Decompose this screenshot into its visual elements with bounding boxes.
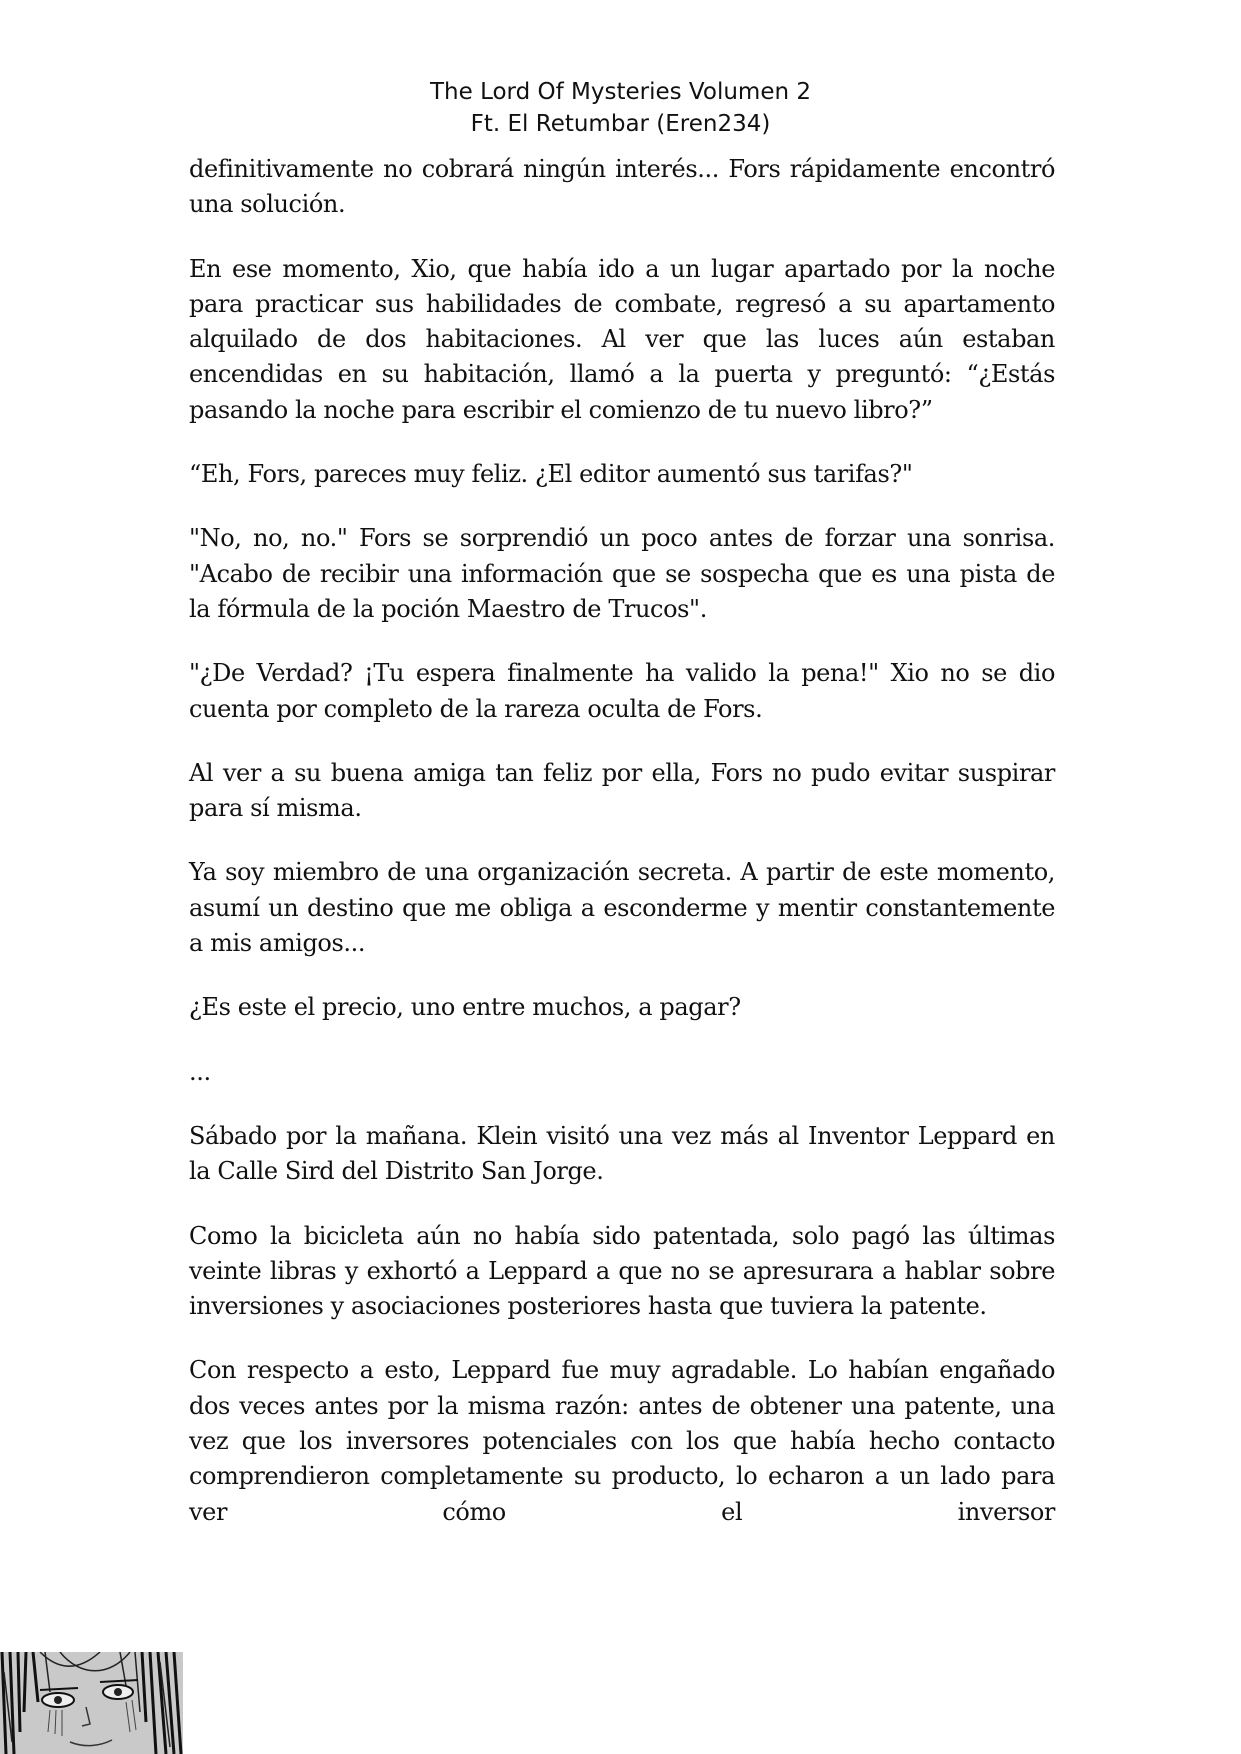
paragraph: Sábado por la mañana. Klein visitó una vez más al Inventor Leppard en la Calle Sird del Distrito San Jorge. [189, 1121, 1055, 1186]
header-title: The Lord Of Mysteries Volumen 2 [429, 79, 811, 105]
corner-illustration [0, 1652, 183, 1754]
paragraph: ... [189, 1057, 211, 1086]
paragraph: definitivamente no cobrará ningún interés... Fors rápidamente encontró una solución. [189, 155, 1055, 219]
paragraph: Como la bicicleta aún no había sido patentada, solo pagó las últimas veinte libras y exhortó a Leppard a que no se apresurara a hablar sobre inversiones y asociaciones posteriores hasta que tuviera la patente. [189, 1221, 1055, 1321]
page-header [0, 76, 1241, 140]
paragraph: Con respecto a esto, Leppard fue muy agradable. Lo habían engañado dos veces antes por la misma razón: antes de obtener una patente, una vez que los inversores potenciales con los que había hecho contacto comprendieron completamente su producto, lo echaron a un lado para ver cómo el inversor [189, 1356, 1055, 1526]
header-subtitle: Ft. El Retumbar (Eren234) [470, 111, 771, 137]
paragraph: ¿Es este el precio, uno entre muchos, a pagar? [189, 993, 741, 1022]
document-body [189, 152, 1055, 1559]
paragraph: Al ver a su buena amiga tan feliz por ella, Fors no pudo evitar suspirar para sí misma. [189, 758, 1055, 823]
paragraph: "No, no, no." Fors se sorprendió un poco antes de forzar una sonrisa. "Acabo de recibir una información que se sospecha que es una pista de la fórmula de la poción Maestro de Trucos". [189, 524, 1055, 623]
paragraph: En ese momento, Xio, que había ido a un lugar apartado por la noche para practicar sus habilidades de combate, regresó a su apartamento alquilado de dos habitaciones. Al ver que las luces aún estaban encendidas en su habitación, llamó a la puerta y preguntó: “¿Estás pasando la noche para escribir el comienzo de tu nuevo libro?” [189, 254, 1055, 424]
paragraph: Ya soy miembro de una organización secreta. A partir de este momento, asumí un destino que me obliga a esconderme y mentir constantemente a mis amigos... [189, 858, 1055, 958]
paragraph: “Eh, Fors, pareces muy feliz. ¿El editor aumentó sus tarifas?" [189, 460, 913, 489]
paragraph: "¿De Verdad? ¡Tu espera finalmente ha valido la pena!" Xio no se dio cuenta por completo de la rareza oculta de Fors. [189, 659, 1055, 723]
